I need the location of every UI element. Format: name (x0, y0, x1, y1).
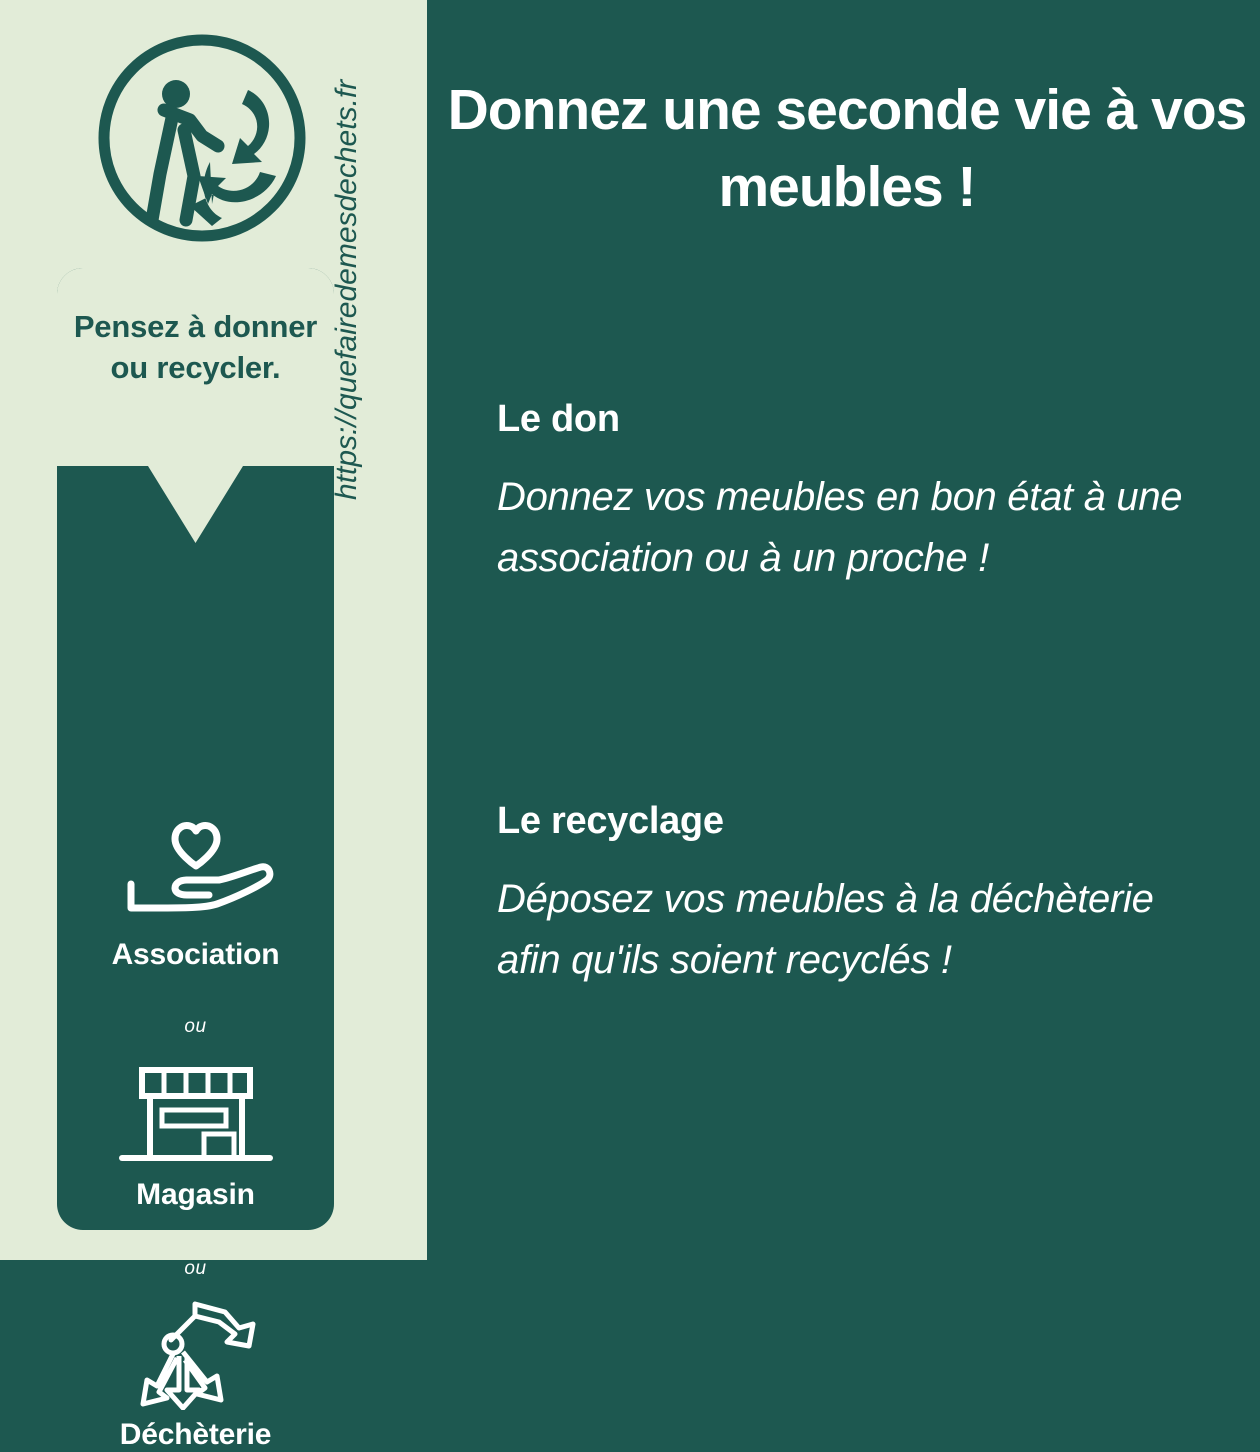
step-association (57, 816, 334, 972)
separator-ou-1: ou (184, 1016, 207, 1037)
steps-card (57, 268, 334, 1451)
step-dechterie (57, 1296, 334, 1452)
website-url[interactable]: https://quefairedemesdechets.fr (330, 79, 363, 500)
section-body-recyclage: Déposez vos meubles à la déchèterie afin qu'ils soient recyclés ! (497, 877, 1154, 982)
callout-text: Pensez à donner ou recycler. (73, 309, 318, 386)
section-title-don: Le don (497, 398, 620, 440)
hand-heart-icon (57, 816, 334, 928)
step-label-association: Association (111, 938, 280, 971)
section-body-don: Donnez vos meubles en bon état à une association ou à un proche ! (497, 475, 1183, 580)
section-le-don (497, 398, 1227, 589)
page-title: Donnez une seconde vie à vos meubles ! (447, 78, 1247, 219)
shop-icon (57, 1056, 334, 1168)
recycling-center-icon (57, 1296, 334, 1408)
step-magasin (57, 1056, 334, 1212)
right-panel (427, 0, 1260, 1260)
step-label-dechterie: Déchèterie (119, 1418, 272, 1451)
step-label-magasin: Magasin (136, 1178, 255, 1211)
section-title-recyclage: Le recyclage (497, 800, 724, 842)
left-panel (0, 0, 427, 1451)
recycling-person-icon (98, 34, 306, 242)
separator-ou-2: ou (184, 1258, 207, 1279)
section-le-recyclage (497, 800, 1227, 991)
